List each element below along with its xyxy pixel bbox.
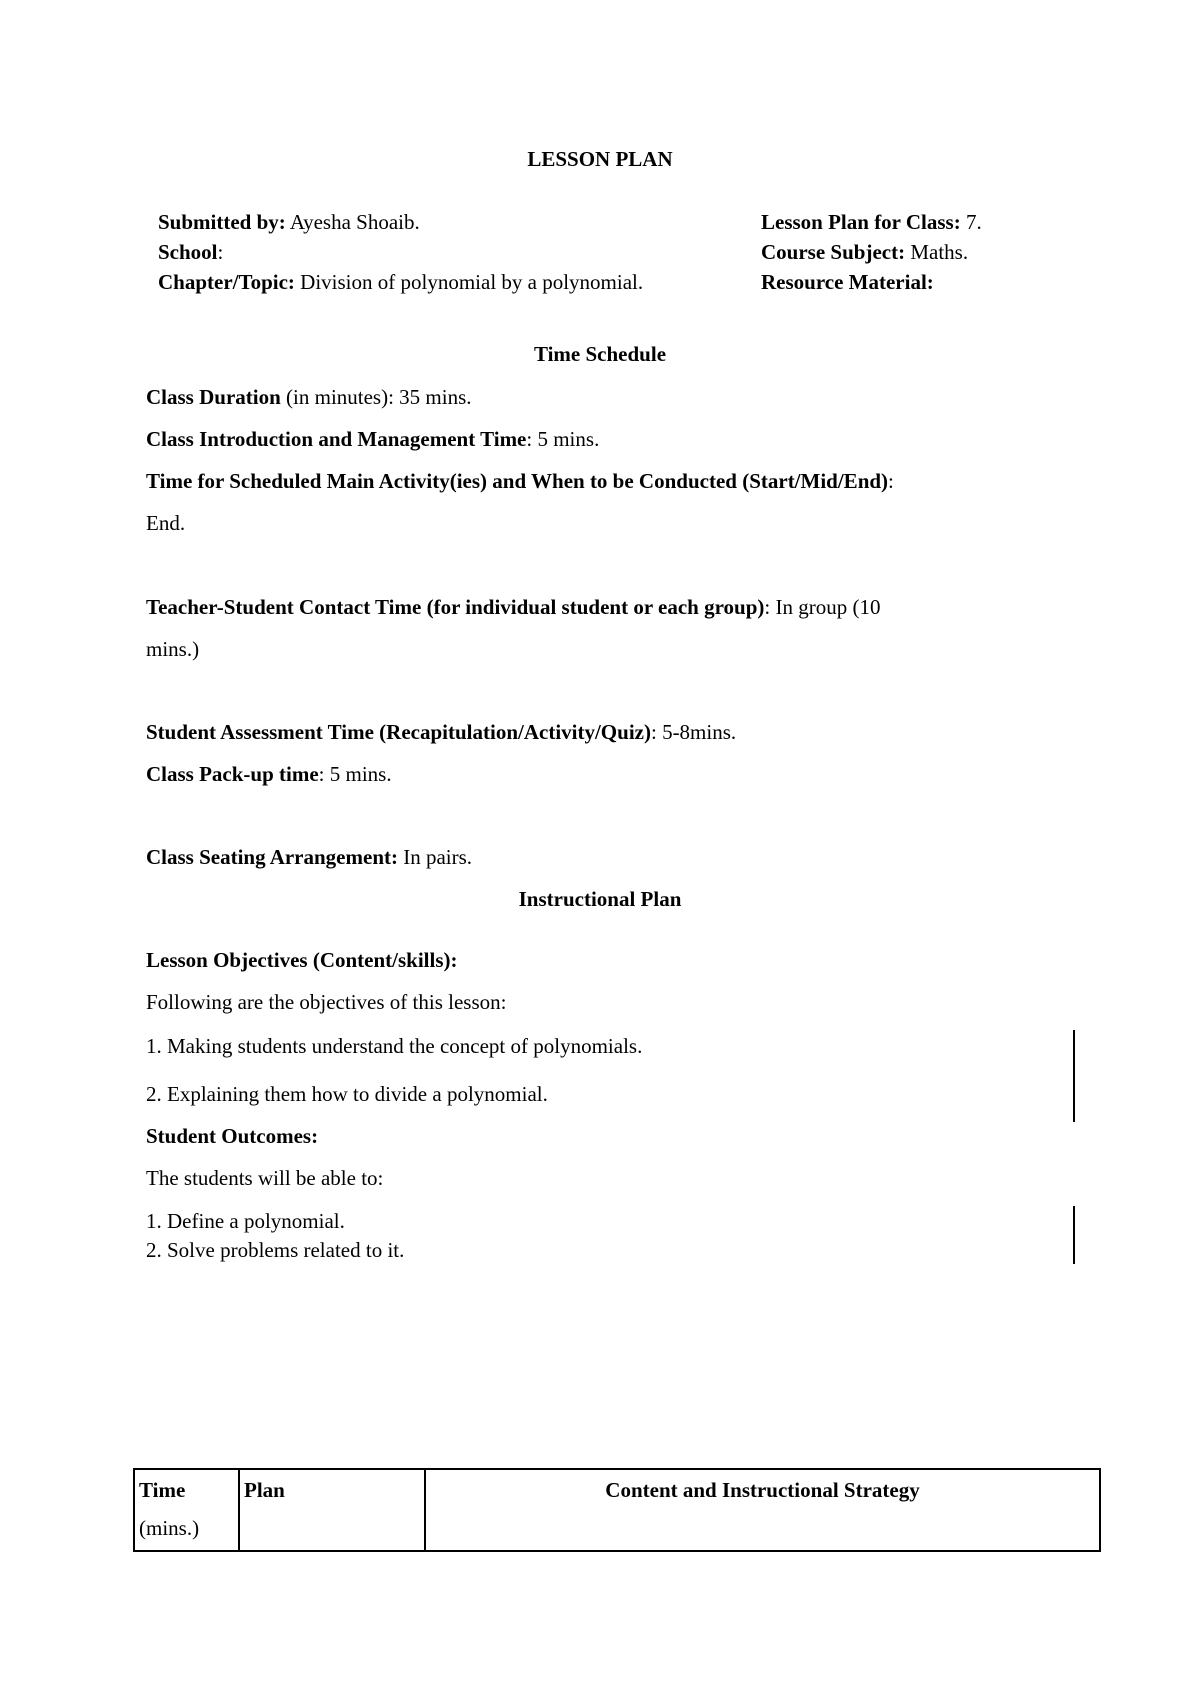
submitted-by-value: Ayesha Shoaib. xyxy=(285,210,420,234)
class-label: Lesson Plan for Class: xyxy=(761,210,961,234)
time-column-header: Time (mins.) xyxy=(134,1469,239,1551)
duration-label: Class Duration xyxy=(146,385,281,409)
seating-value: In pairs. xyxy=(397,845,473,869)
outcome-item: 2. Solve problems related to it. xyxy=(146,1238,405,1262)
margin-bar xyxy=(1073,1206,1075,1264)
plan-column-header: Plan xyxy=(239,1469,425,1551)
school-row xyxy=(158,239,223,265)
outcome-item: 1. Define a polynomial. xyxy=(146,1209,345,1233)
subject-row xyxy=(761,239,968,265)
contact-time-value-line2: mins.) xyxy=(146,637,200,661)
assessment-value: : 5-8mins. xyxy=(650,720,737,744)
plan-table xyxy=(133,1468,1101,1552)
contact-time-value: : In group (10 xyxy=(764,595,881,619)
plan-table-header-row xyxy=(134,1469,1100,1551)
packup-label: Class Pack-up time xyxy=(146,762,319,786)
page-title: LESSON PLAN xyxy=(527,147,673,171)
main-activity-row xyxy=(146,468,894,494)
contact-time-label: Teacher-Student Contact Time (for individual student or each group) xyxy=(146,595,765,619)
objective-item: 2. Explaining them how to divide a polynomial. xyxy=(146,1082,548,1106)
outcomes-intro: The students will be able to: xyxy=(146,1166,384,1190)
intro-row xyxy=(146,426,599,452)
subject-value: Maths. xyxy=(905,240,969,264)
intro-value: : 5 mins. xyxy=(526,427,600,451)
packup-value: : 5 mins. xyxy=(318,762,392,786)
objectives-intro: Following are the objectives of this lesson: xyxy=(146,990,507,1014)
chapter-label: Chapter/Topic: xyxy=(158,270,295,294)
main-activity-value-line2: End. xyxy=(146,511,186,535)
contact-time-row xyxy=(146,594,880,620)
class-value: 7. xyxy=(960,210,982,234)
class-row xyxy=(761,209,982,235)
main-activity-value: : xyxy=(888,469,894,493)
resource-row xyxy=(761,269,934,295)
packup-row xyxy=(146,761,392,787)
chapter-row xyxy=(158,269,643,295)
objective-item: 1. Making students understand the concept of polynomials. xyxy=(146,1034,643,1058)
chapter-value: Division of polynomial by a polynomial. xyxy=(294,270,644,294)
content-column-header: Content and Instructional Strategy xyxy=(425,1469,1100,1551)
assessment-label: Student Assessment Time (Recapitulation/Activity/Quiz) xyxy=(146,720,651,744)
time-schedule-heading: Time Schedule xyxy=(533,342,667,366)
seating-label: Class Seating Arrangement: xyxy=(146,845,398,869)
seating-row xyxy=(146,844,472,870)
intro-label: Class Introduction and Management Time xyxy=(146,427,527,451)
time-column-unit: (mins.) xyxy=(139,1515,200,1540)
duration-value: (in minutes): 35 mins. xyxy=(280,385,472,409)
margin-bar xyxy=(1073,1030,1075,1122)
assessment-row xyxy=(146,719,736,745)
main-activity-label: Time for Scheduled Main Activity(ies) and When to be Conducted (Start/Mid/End) xyxy=(146,469,889,493)
subject-label: Course Subject: xyxy=(761,240,906,264)
duration-row xyxy=(146,384,472,410)
objectives-label: Lesson Objectives (Content/skills): xyxy=(146,948,458,972)
instructional-plan-heading: Instructional Plan xyxy=(518,887,682,911)
school-label: School xyxy=(158,240,218,264)
school-value: : xyxy=(217,240,224,264)
submitted-by-row xyxy=(158,209,420,235)
resource-label: Resource Material: xyxy=(761,270,934,294)
outcomes-label: Student Outcomes: xyxy=(146,1124,319,1148)
submitted-by-label: Submitted by: xyxy=(158,210,286,234)
